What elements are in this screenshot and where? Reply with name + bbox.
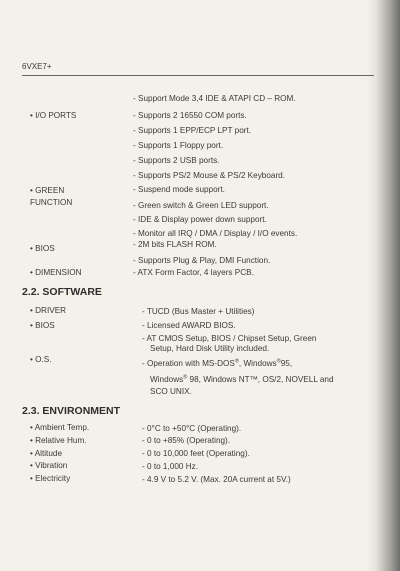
software-bios-label: • BIOS: [30, 321, 55, 330]
env-value: - 0 to 10,000 feet (Operating).: [142, 449, 250, 458]
environment-heading: 2.3. ENVIRONMENT: [22, 405, 121, 417]
env-value: - 0 to 1,000 Hz.: [142, 462, 198, 471]
io-item: - Supports PS/2 Mouse & PS/2 Keyboard.: [133, 171, 286, 180]
env-label: • Electricity: [30, 474, 71, 483]
env-value: - 0°C to +50°C (Operating).: [142, 424, 242, 433]
io-item: - Supports 1 EPP/ECP LPT port.: [133, 126, 252, 135]
software-heading: 2.2. SOFTWARE: [22, 286, 102, 298]
env-value: - 4.9 V to 5.2 V. (Max. 20A current at 5V.): [142, 475, 291, 484]
software-bios-item: - Licensed AWARD BIOS.: [142, 321, 236, 330]
driver-label: • DRIVER: [30, 306, 67, 315]
green-function-label-cont: FUNCTION: [30, 198, 73, 207]
bios-label: • BIOS: [30, 244, 55, 253]
bios-item: - Supports Plug & Play, DMI Function.: [133, 256, 271, 265]
software-bios-item: Setup, Hard Disk Utility included.: [150, 344, 270, 353]
io-item: - Supports 1 Floppy port.: [133, 141, 224, 150]
os-line-2: Windows® 98, Windows NT™, OS/2, NOVELL and: [150, 374, 334, 384]
io-item: - Supports 2 16550 COM ports.: [133, 111, 247, 120]
page-binding-shadow: [366, 0, 400, 571]
os-line-1: - Operation with MS-DOS®, Windows®95,: [142, 358, 293, 368]
dimension-value: - ATX Form Factor, 4 layers PCB.: [133, 268, 254, 277]
os-label: • O.S.: [30, 355, 52, 364]
ide-support-line: - Support Mode 3,4 IDE & ATAPI CD – ROM.: [133, 94, 296, 103]
bios-item: - 2M bits FLASH ROM.: [133, 240, 217, 249]
green-item: - Green switch & Green LED support.: [133, 201, 269, 210]
software-bios-item: - AT CMOS Setup, BIOS / Chipset Setup, Green: [142, 334, 317, 343]
env-label: • Vibration: [30, 461, 68, 470]
green-item: - Suspend mode support.: [133, 185, 225, 194]
driver-value: - TUCD (Bus Master + Utilities): [142, 307, 255, 316]
green-item: - Monitor all IRQ / DMA / Display / I/O events.: [133, 229, 298, 238]
green-item: - IDE & Display power down support.: [133, 215, 267, 224]
env-label: • Altitude: [30, 449, 62, 458]
io-item: - Supports 2 USB ports.: [133, 156, 220, 165]
os-line-3: SCO UNIX.: [150, 387, 192, 396]
header-rule: [22, 75, 374, 76]
env-label: • Ambient Temp.: [30, 423, 90, 432]
page-header: 6VXE7+: [22, 62, 52, 71]
green-function-label: • GREEN: [30, 186, 65, 195]
dimension-label: • DIMENSION: [30, 268, 82, 277]
io-ports-label: • I/O PORTS: [30, 111, 77, 120]
env-label: • Relative Hum.: [30, 436, 87, 445]
env-value: - 0 to +85% (Operating).: [142, 436, 231, 445]
